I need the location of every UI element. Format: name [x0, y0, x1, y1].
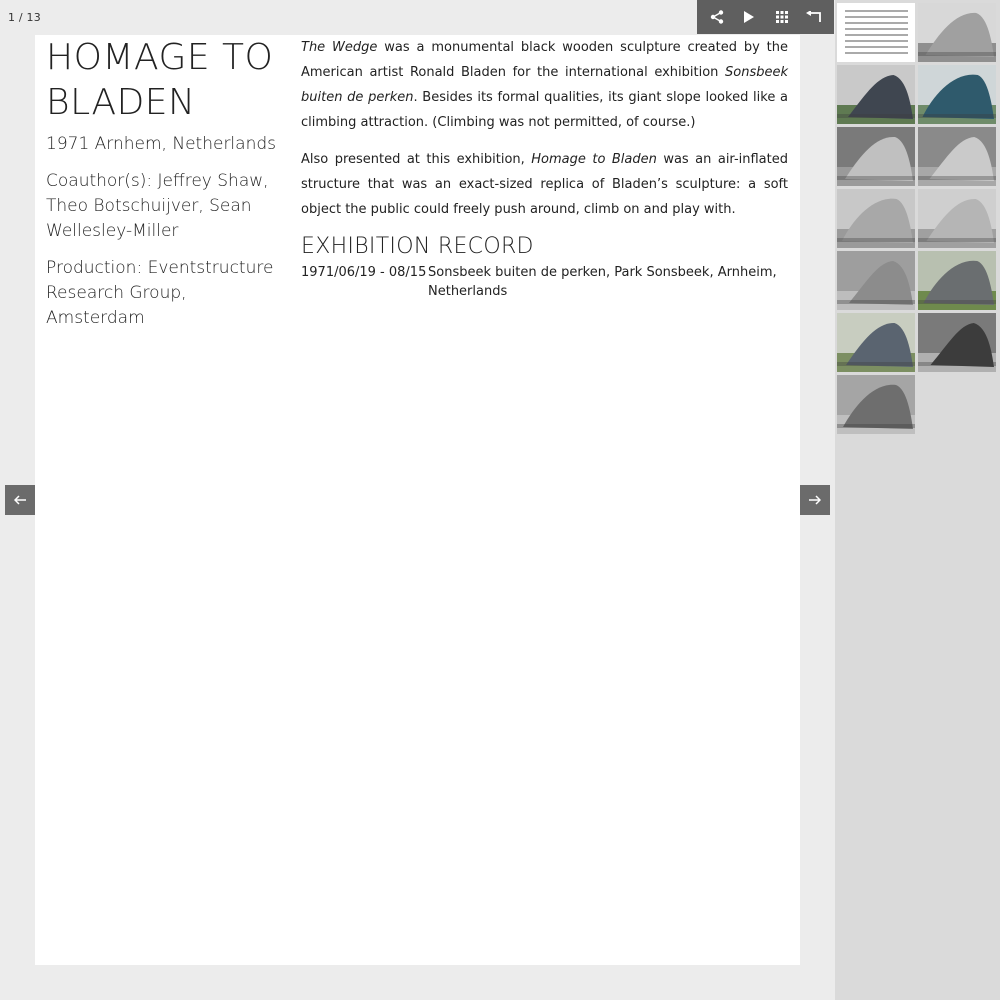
coauthors: Coauthor(s): Jeffrey Shaw, Theo Botschuijver, Sean Wellesley-Miller — [46, 171, 269, 241]
thumb-photo-4[interactable] — [918, 65, 996, 124]
viewer-toolbar — [697, 0, 834, 34]
return-button[interactable] — [800, 3, 828, 31]
production-credit: Production: Eventstructure Research Group, Amsterdam — [46, 258, 274, 328]
year-place: 1971 Arnhem, Netherlands — [46, 134, 276, 154]
slide-counter: 1 / 13 — [8, 11, 41, 24]
photo-thumbnail — [837, 251, 915, 310]
photo-thumbnail — [837, 127, 915, 186]
next-button[interactable] — [800, 485, 830, 515]
thumb-photo-13[interactable] — [837, 375, 915, 434]
thumb-photo-3[interactable] — [837, 65, 915, 124]
thumb-photo-10[interactable] — [918, 251, 996, 310]
thumbnail-grid — [837, 3, 996, 434]
project-summary — [46, 35, 286, 331]
thumb-text-page[interactable] — [837, 3, 915, 62]
thumb-photo-6[interactable] — [918, 127, 996, 186]
photo-thumbnail — [918, 127, 996, 186]
photo-thumbnail — [837, 65, 915, 124]
page-title: HOMAGE TO BLADEN — [46, 37, 274, 123]
record-date: 1971/06/19 - 08/15 — [301, 265, 427, 280]
play-icon — [743, 11, 755, 23]
project-description — [301, 35, 788, 301]
thumb-photo-11[interactable] — [837, 313, 915, 372]
p2-text-2: was an air-inflated structure that was an exact-sized replica of Bladen’s sculpture: a soft object the public could freely push around, climb on and play with. — [301, 152, 788, 217]
text-page-icon — [837, 3, 915, 62]
exhibition-record-heading: EXHIBITION RECORD — [301, 234, 534, 259]
thumb-photo-5[interactable] — [837, 127, 915, 186]
thumb-photo-8[interactable] — [918, 189, 996, 248]
share-button[interactable] — [703, 3, 731, 31]
thumb-photo-2[interactable] — [918, 3, 996, 62]
record-place: Sonsbeek buiten de perken, Park Sonsbeek, Arnheim, Netherlands — [428, 265, 777, 299]
photo-thumbnail — [918, 3, 996, 62]
thumb-photo-12[interactable] — [918, 313, 996, 372]
previous-button[interactable] — [5, 485, 35, 515]
photo-thumbnail — [918, 189, 996, 248]
grid-icon — [776, 11, 788, 23]
p2-text-1: Also presented at this exhibition, — [301, 152, 532, 167]
thumb-photo-9[interactable] — [837, 251, 915, 310]
photo-thumbnail — [837, 189, 915, 248]
share-icon — [710, 10, 724, 24]
description-paragraph-1 — [301, 35, 788, 135]
photo-thumbnail — [837, 313, 915, 372]
return-icon — [806, 11, 822, 23]
description-paragraph-2 — [301, 147, 788, 222]
photo-thumbnail — [918, 313, 996, 372]
exhibition-title: Sonsbeek buiten de perken — [301, 65, 788, 105]
play-slideshow-button[interactable] — [735, 3, 763, 31]
arrow-right-icon — [809, 495, 821, 505]
exhibition-record-row — [301, 263, 788, 301]
arrow-left-icon — [14, 495, 26, 505]
photo-thumbnail — [918, 251, 996, 310]
info-sheet — [35, 35, 800, 965]
work-title-homage: Homage to Bladen — [531, 152, 657, 167]
work-title-wedge: The Wedge — [301, 40, 378, 55]
p1-text-2: . Besides its formal qualities, its giant slope looked like a climbing attraction. (Climbing was not permitted, of course.) — [301, 90, 788, 130]
thumbnail-panel — [835, 0, 1000, 1000]
photo-thumbnail — [837, 375, 915, 434]
p1-text-1: was a monumental black wooden sculpture created by the American artist Ronald Bladen for the international exhibition — [301, 40, 788, 80]
photo-thumbnail — [918, 65, 996, 124]
grid-view-button[interactable] — [768, 3, 796, 31]
thumb-photo-7[interactable] — [837, 189, 915, 248]
